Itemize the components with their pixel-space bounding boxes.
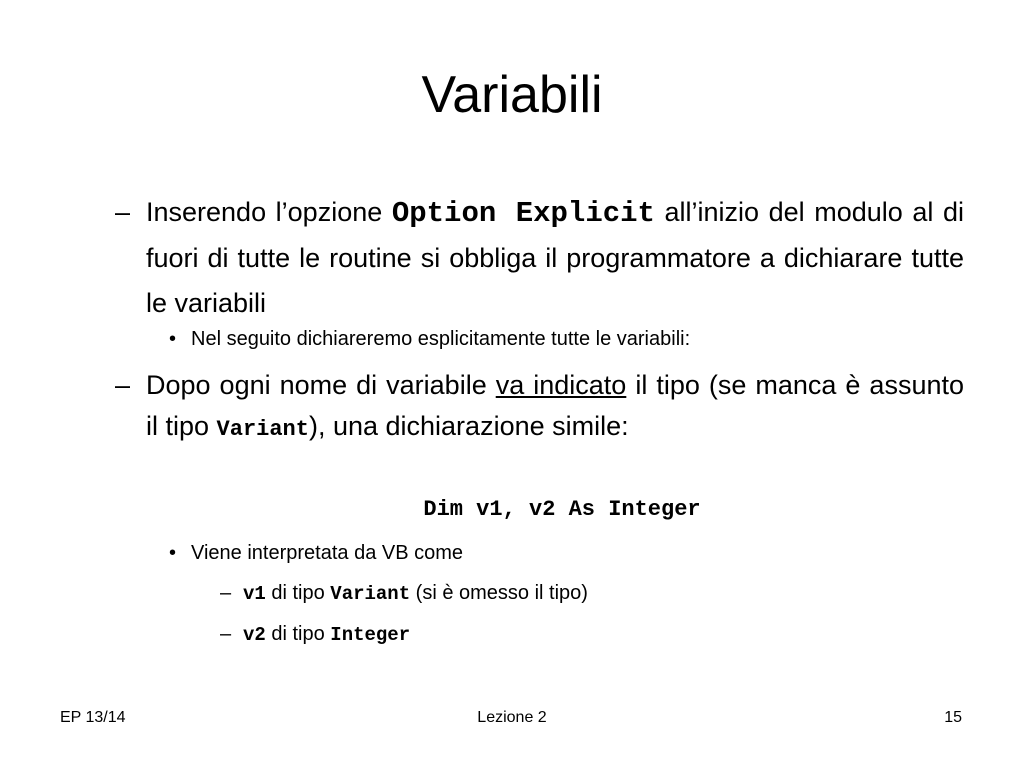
code-example: Dim v1, v2 As Integer xyxy=(423,497,701,522)
point-option-explicit xyxy=(146,190,964,326)
sub-point-interpretation: Viene interpretata da VB come xyxy=(191,542,464,564)
footer-course: EP 13/14 xyxy=(60,709,126,726)
slide-title: Variabili xyxy=(421,66,603,124)
point-text: ), una dichiarazione simile: xyxy=(308,411,629,441)
bullet-dot: • xyxy=(169,542,177,564)
footer-lesson: Lezione 2 xyxy=(477,709,547,726)
type-integer: Integer xyxy=(330,624,411,646)
var-v1: v1 xyxy=(243,583,266,605)
code-variant: Variant xyxy=(216,417,309,442)
var-v2: v2 xyxy=(243,624,266,646)
point-type-declaration xyxy=(146,365,964,450)
code-option-explicit: Option Explicit xyxy=(391,197,655,230)
point-text: Dopo ogni nome di variabile xyxy=(146,370,496,400)
footer-page-number: 15 xyxy=(944,709,962,726)
dash-bullet: – xyxy=(115,197,131,227)
bullet-dot: • xyxy=(169,328,177,350)
point-text: all’inizio del modulo al di fuori di tutte le routine si obbliga il programmatore a dichiarare tutte le variabili xyxy=(146,197,964,318)
item-text: di tipo xyxy=(265,582,331,604)
dash-bullet: – xyxy=(220,582,232,604)
point-text: Inserendo l’opzione xyxy=(146,197,392,227)
underlined-text: va indicato xyxy=(495,370,627,400)
sub-point-declare: Nel seguito dichiareremo esplicitamente tutte le variabili: xyxy=(191,328,691,350)
item-text: (si è omesso il tipo) xyxy=(410,582,588,604)
type-variant: Variant xyxy=(330,583,411,605)
point-text: il tipo (se manca è assunto il tipo xyxy=(146,370,964,441)
dash-bullet: – xyxy=(115,370,131,400)
dash-bullet: – xyxy=(220,623,232,645)
item-text: di tipo xyxy=(265,623,331,645)
item-v2 xyxy=(243,620,410,649)
item-v1 xyxy=(243,579,588,608)
